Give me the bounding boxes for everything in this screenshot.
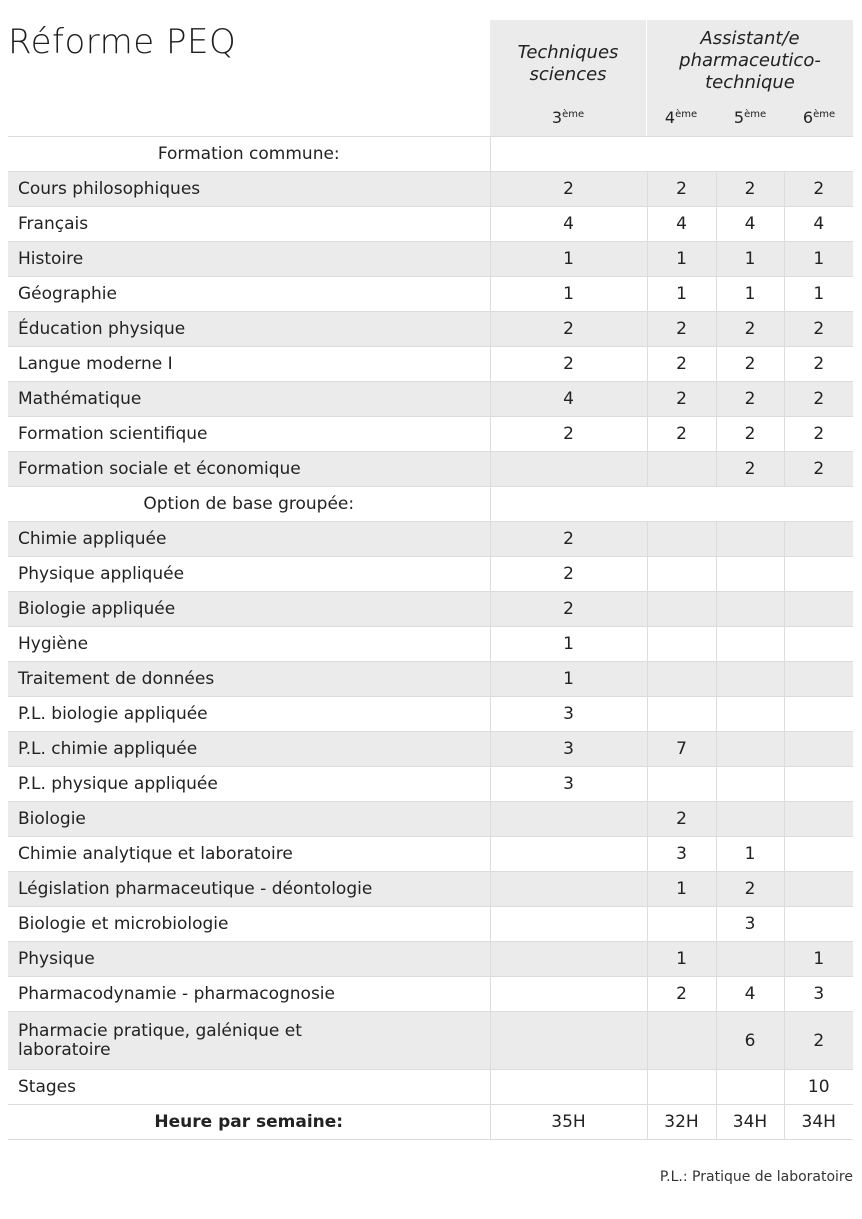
hours-cell-year-3: 2 [490,557,647,592]
hours-cell-year-3: 1 [490,242,647,277]
hours-cell-year-6 [784,697,853,732]
hours-cell-year-5: 2 [716,312,784,347]
year-6-label: 6ème [802,108,836,127]
table-row [8,522,853,557]
hours-cell-year-3: 2 [490,522,647,557]
hours-cell-year-3: 1 [490,277,647,312]
subject-label: Cours philosophiques [8,172,490,207]
hours-cell-year-5 [716,592,784,627]
hours-cell-year-5: 2 [716,417,784,452]
hours-cell-year-5: 4 [716,207,784,242]
subject-label: Hygiène [8,627,490,662]
hours-cell-year-6: 1 [784,942,853,977]
hours-cell-year-4 [647,522,716,557]
hours-cell-year-5: 34H [716,1105,784,1140]
hours-cell-year-4: 2 [647,172,716,207]
hours-cell-year-5: 2 [716,452,784,487]
table-row [8,837,853,872]
table-row [8,382,853,417]
table-row [8,732,853,767]
hours-cell-year-4 [647,627,716,662]
hours-cell-year-4: 2 [647,382,716,417]
table-row [8,627,853,662]
hours-cell-year-4 [647,592,716,627]
hours-cell-year-4: 1 [647,872,716,907]
hours-cell-year-6: 2 [784,452,853,487]
table-row [8,1012,853,1070]
table-row [8,242,853,277]
hours-cell-year-4: 4 [647,207,716,242]
hours-cell-year-4: 2 [647,802,716,837]
year-5-label: 5ème [733,108,767,127]
subject-label: Langue moderne I [8,347,490,382]
hours-cell-year-6 [784,557,853,592]
hours-cell-year-3 [490,942,647,977]
hours-cell-year-3: 1 [490,662,647,697]
subject-label: Physique [8,942,490,977]
hours-cell-year-6: 1 [784,277,853,312]
hours-cell-year-4 [647,767,716,802]
section-empty-cell [490,137,853,172]
hours-cell-year-3: 2 [490,312,647,347]
hours-cell-year-4 [647,557,716,592]
hours-cell-year-5 [716,522,784,557]
hours-cell-year-6: 2 [784,347,853,382]
hours-cell-year-3: 3 [490,767,647,802]
hours-cell-year-3: 1 [490,627,647,662]
hours-cell-year-6 [784,872,853,907]
hours-cell-year-6: 2 [784,312,853,347]
table-row [8,977,853,1012]
hours-cell-year-5: 2 [716,382,784,417]
hours-cell-year-6: 1 [784,242,853,277]
hours-cell-year-6 [784,592,853,627]
hours-cell-year-5 [716,767,784,802]
table-row [8,802,853,837]
table-row [8,592,853,627]
section-label: Formation commune: [8,137,490,172]
hours-cell-year-4: 2 [647,417,716,452]
section-empty-cell [490,487,853,522]
hours-cell-year-5 [716,1070,784,1105]
total-label: Heure par semaine: [8,1105,490,1140]
table-row [8,347,853,382]
subject-label: Géographie [8,277,490,312]
hours-cell-year-5: 6 [716,1012,784,1070]
table-row [8,557,853,592]
table-row [8,942,853,977]
hours-cell-year-5: 2 [716,872,784,907]
hours-cell-year-5 [716,802,784,837]
hours-cell-year-5: 4 [716,977,784,1012]
subject-label: P.L. chimie appliquée [8,732,490,767]
hours-cell-year-6 [784,802,853,837]
hours-cell-year-3: 2 [490,172,647,207]
hours-cell-year-5: 1 [716,837,784,872]
subject-label: Pharmacodynamie - pharmacognosie [8,977,490,1012]
section-label: Option de base groupée: [8,487,490,522]
table-row [8,767,853,802]
table-row [8,207,853,242]
hours-cell-year-6: 2 [784,172,853,207]
hours-cell-year-6 [784,907,853,942]
hours-cell-year-6 [784,627,853,662]
subject-label: Pharmacie pratique, galénique et laboratoire [8,1012,490,1070]
hours-cell-year-5 [716,697,784,732]
hours-cell-year-6: 2 [784,417,853,452]
subject-label: Biologie appliquée [8,592,490,627]
subject-label: Mathématique [8,382,490,417]
table-row [8,312,853,347]
subject-label: Stages [8,1070,490,1105]
hours-cell-year-4 [647,1012,716,1070]
section-header-row [8,137,853,172]
subject-label: Législation pharmaceutique - déontologie [8,872,490,907]
hours-cell-year-6: 10 [784,1070,853,1105]
hours-cell-year-3: 35H [490,1105,647,1140]
year-4-label: 4ème [664,108,698,127]
hours-cell-year-6 [784,837,853,872]
hours-cell-year-5 [716,662,784,697]
hours-cell-year-5: 1 [716,242,784,277]
hours-cell-year-6 [784,522,853,557]
table-row [8,277,853,312]
hours-cell-year-3: 3 [490,697,647,732]
hours-cell-year-4: 3 [647,837,716,872]
hours-cell-year-6 [784,732,853,767]
table-row [8,662,853,697]
page-title: Réforme PEQ [8,22,237,62]
subject-label: Formation scientifique [8,417,490,452]
table-row [8,697,853,732]
header-assistant-pharma [647,20,853,136]
hours-cell-year-6 [784,767,853,802]
hours-cell-year-3 [490,802,647,837]
hours-cell-year-3: 2 [490,417,647,452]
header-techniques-title: Techniques sciences [517,42,619,85]
subject-label: Traitement de données [8,662,490,697]
hours-cell-year-3: 2 [490,592,647,627]
hours-cell-year-3 [490,1012,647,1070]
table-row [8,172,853,207]
hours-cell-year-4 [647,1070,716,1105]
hours-cell-year-5 [716,557,784,592]
table-row [8,907,853,942]
hours-cell-year-3: 4 [490,207,647,242]
hours-cell-year-3 [490,977,647,1012]
subject-label: P.L. biologie appliquée [8,697,490,732]
hours-cell-year-5 [716,942,784,977]
hours-cell-year-3 [490,907,647,942]
hours-cell-year-3 [490,872,647,907]
hours-cell-year-5: 3 [716,907,784,942]
hours-cell-year-4: 2 [647,312,716,347]
year-3-label: 3ème [551,108,585,127]
hours-cell-year-4: 1 [647,277,716,312]
hours-cell-year-3: 3 [490,732,647,767]
hours-cell-year-4: 7 [647,732,716,767]
hours-cell-year-4 [647,452,716,487]
hours-cell-year-6: 2 [784,1012,853,1070]
hours-cell-year-5: 2 [716,172,784,207]
footnote: P.L.: Pratique de laboratoire [659,1169,853,1185]
table-row [8,417,853,452]
subject-label: Éducation physique [8,312,490,347]
hours-cell-year-3 [490,1070,647,1105]
hours-cell-year-4: 2 [647,977,716,1012]
subject-label: Histoire [8,242,490,277]
hours-cell-year-5 [716,732,784,767]
table-row [8,452,853,487]
hours-cell-year-5 [716,627,784,662]
total-row [8,1105,853,1140]
header-assistant-title: Assistant/e pharmaceutico- technique [679,28,821,93]
hours-cell-year-4 [647,907,716,942]
hours-cell-year-4: 2 [647,347,716,382]
subject-label: P.L. physique appliquée [8,767,490,802]
hours-cell-year-5: 2 [716,347,784,382]
subject-label: Chimie analytique et laboratoire [8,837,490,872]
hours-cell-year-4: 32H [647,1105,716,1140]
subject-label: Biologie et microbiologie [8,907,490,942]
hours-cell-year-6: 3 [784,977,853,1012]
section-header-row [8,487,853,522]
subject-label: Français [8,207,490,242]
hours-cell-year-3: 4 [490,382,647,417]
timetable [8,137,853,1140]
hours-cell-year-6: 4 [784,207,853,242]
hours-cell-year-4 [647,697,716,732]
hours-cell-year-6 [784,662,853,697]
subject-label: Biologie [8,802,490,837]
table-row [8,872,853,907]
subject-label: Formation sociale et économique [8,452,490,487]
hours-cell-year-3 [490,452,647,487]
hours-cell-year-4: 1 [647,942,716,977]
subject-label: Chimie appliquée [8,522,490,557]
hours-cell-year-6: 34H [784,1105,853,1140]
hours-cell-year-5: 1 [716,277,784,312]
header-techniques-sciences [490,20,646,136]
subject-label: Physique appliquée [8,557,490,592]
hours-cell-year-3 [490,837,647,872]
hours-cell-year-6: 2 [784,382,853,417]
hours-cell-year-4: 1 [647,242,716,277]
table-row [8,1070,853,1105]
hours-cell-year-3: 2 [490,347,647,382]
hours-cell-year-4 [647,662,716,697]
